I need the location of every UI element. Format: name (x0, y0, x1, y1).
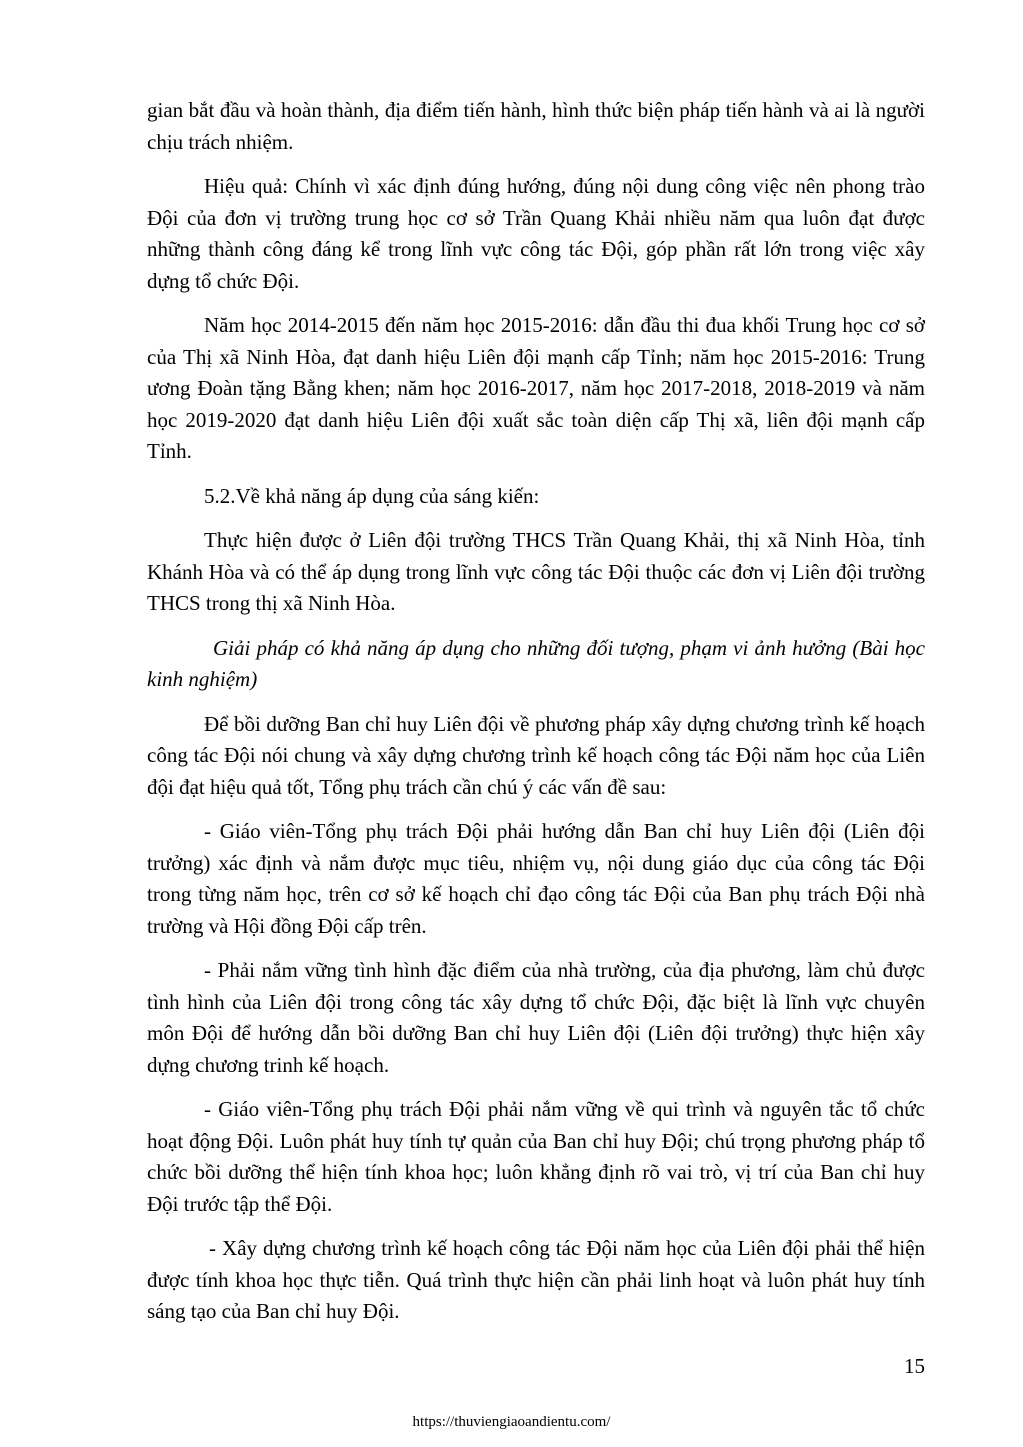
list-item-principles: - Giáo viên-Tổng phụ trách Đội phải nắm vững về qui trình và nguyên tắc tổ chức hoạt động Đội. Luôn phát huy tính tự quản của Ban chỉ huy Đội; chú trọng phương pháp tổ chức bồi dưỡng thể hiện tính khoa học; luôn khẳng định rõ vai trò, vị trí của Ban chỉ huy Đội trước tập thể Đội. (147, 1097, 925, 1216)
subheading-lessons-learned: Giải pháp có khả năng áp dụng cho những đối tượng, phạm vi ảnh hưởng (Bài học kinh nghiệm) (147, 635, 925, 691)
list-item-situation: - Phải nắm vững tình hình đặc điểm của nhà trường, của địa phương, làm chủ được tình hình của Liên đội trong công tác xây dựng tổ chức Đội, đặc biệt là lĩnh vực chuyên môn Đội để hướng dẫn bồi dưỡng Ban chỉ huy Liên đội (Liên đội trưởng) thực hiện xây dựng chương trinh kế hoạch. (147, 958, 925, 1077)
page-number: 15 (904, 1354, 925, 1378)
paragraph-applicability: Thực hiện được ở Liên đội trường THCS Trần Quang Khải, thị xã Ninh Hòa, tỉnh Khánh Hòa và có thể áp dụng trong lĩnh vực công tác Đội thuộc các đơn vị Liên đội trường THCS trong thị xã Ninh Hòa. (147, 528, 925, 615)
list-item-guidance: - Giáo viên-Tổng phụ trách Đội phải hướng dẫn Ban chỉ huy Liên đội (Liên đội trưởng) xác định và nắm được mục tiêu, nhiệm vụ, nội dung giáo dục của công tác Đội trong từng năm học, trên cơ sở kế hoạch chỉ đạo công tác Đội của Ban phụ trách Đội nhà trường và Hội đồng Đội cấp trên. (147, 819, 925, 938)
paragraph-continuation: gian bắt đầu và hoàn thành, địa điểm tiến hành, hình thức biện pháp tiến hành và ai là người chịu trách nhiệm. (147, 98, 925, 154)
section-heading-5-2: 5.2.Về khả năng áp dụng của sáng kiến: (204, 483, 540, 508)
paragraph-effectiveness: Hiệu quả: Chính vì xác định đúng hướng, đúng nội dung công việc nên phong trào Đội của đơn vị trường trung học cơ sở Trần Quang Khải nhiều năm qua luôn đạt được những thành công đáng kể trong lĩnh vực công tác Đội, góp phần rất lớn trong việc xây dựng tổ chức Đội. (147, 174, 925, 293)
list-item-program-plan: - Xây dựng chương trình kế hoạch công tác Đội năm học của Liên đội phải thể hiện được tính khoa học thực tiễn. Quá trình thực hiện cần phải linh hoạt và luôn phát huy tính sáng tạo của Ban chỉ huy Đội. (147, 1236, 925, 1323)
document-body (147, 95, 925, 1341)
paragraph-intro-notes: Để bồi dưỡng Ban chỉ huy Liên đội về phương pháp xây dựng chương trình kế hoạch công tác Đội nói chung và xây dựng chương trình kế hoạch công tác Đội năm học của Liên đội đạt hiệu quả tốt, Tổng phụ trách cần chú ý các vấn đề sau: (147, 711, 925, 799)
footer-url: https://thuviengiaoandientu.com/ (412, 1414, 611, 1430)
paragraph-achievements: Năm học 2014-2015 đến năm học 2015-2016: dẫn đầu thi đua khối Trung học cơ sở của Thị xã Ninh Hòa, đạt danh hiệu Liên đội mạnh cấp Tỉnh; năm học 2015-2016: Trung ương Đoàn tặng Bằng khen; năm học 2016-2017, năm học 2017-2018, 2018-2019 và năm học 2019-2020 đạt danh hiệu Liên đội xuất sắc toàn diện cấp Thị xã, liên đội mạnh cấp Tỉnh. (147, 313, 925, 463)
